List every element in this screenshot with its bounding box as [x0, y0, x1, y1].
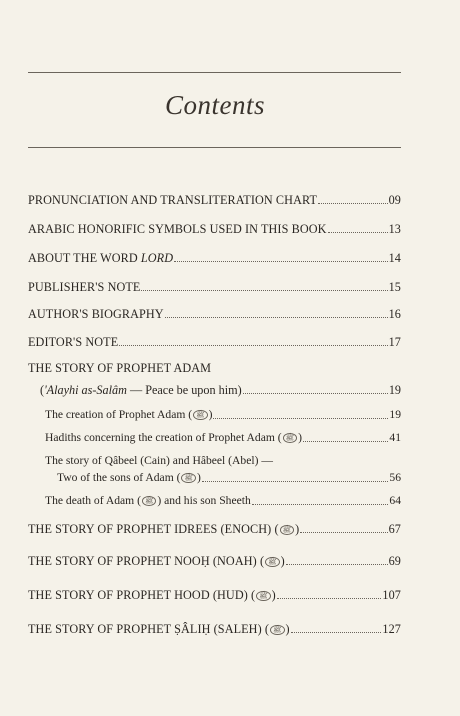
toc-entry [45, 408, 401, 422]
toc-entry [28, 522, 401, 536]
top-rule [28, 72, 401, 73]
toc-entry [28, 588, 401, 602]
toc-entry-label: THE STORY OF PROPHET HOOD (HUD) ( ﷺ ) [28, 588, 276, 602]
dot-leader [119, 345, 387, 346]
honorific-symbol-icon: ﷺ [193, 410, 207, 420]
dot-leader [300, 532, 387, 533]
toc-entry-label: The creation of Prophet Adam ( ﷺ ) [45, 408, 213, 421]
dot-leader [318, 203, 388, 204]
honorific-symbol-icon: ﷺ [265, 557, 279, 567]
dot-leader [286, 564, 388, 565]
honorific-symbol-icon: ﷺ [142, 496, 156, 506]
toc-entry [40, 383, 401, 397]
toc-page-number: 19 [389, 408, 401, 421]
toc-page-number: 64 [389, 494, 401, 507]
toc-page-number: 13 [388, 222, 401, 236]
toc-page-number: 17 [388, 335, 401, 349]
dot-leader [328, 232, 388, 233]
dot-leader [277, 598, 382, 599]
toc-page-number: 127 [382, 622, 401, 636]
toc-page-number: 67 [388, 522, 401, 536]
toc-page-number: 15 [388, 280, 401, 294]
toc-entry [28, 251, 401, 265]
dot-leader [252, 504, 389, 505]
dot-leader [202, 481, 389, 482]
dot-leader [165, 317, 388, 318]
toc-page-number: 14 [388, 251, 401, 265]
toc-entry-first-line: The story of Qâbeel (Cain) and Hâbeel (Abel) — [45, 454, 273, 467]
dot-leader [303, 441, 388, 442]
title-rule [28, 147, 401, 148]
dot-leader [213, 418, 388, 419]
honorific-symbol-icon: ﷺ [283, 433, 297, 443]
toc-entry [28, 554, 401, 568]
toc-entry [28, 307, 401, 321]
section-heading: THE STORY OF PROPHET ADAM [28, 361, 212, 375]
honorific-symbol-icon: ﷺ [280, 525, 294, 535]
honorific-symbol-icon: ﷺ [270, 625, 284, 635]
dot-leader [174, 261, 387, 262]
dot-leader [291, 632, 382, 633]
toc-entry-label: EDITOR'S NOTE [28, 335, 119, 349]
toc-entry-label: ARABIC HONORIFIC SYMBOLS USED IN THIS BOOK [28, 222, 327, 236]
toc-page-number: 107 [382, 588, 401, 602]
honorific-symbol-icon: ﷺ [256, 591, 270, 601]
toc-entry-label: PRONUNCIATION AND TRANSLITERATION CHART [28, 193, 318, 207]
toc-entry-label: AUTHOR'S BIOGRAPHY [28, 307, 164, 321]
toc-entry [28, 222, 401, 236]
toc-entry [28, 193, 401, 207]
toc-entry-label: PUBLISHER'S NOTE [28, 280, 141, 294]
toc-page-number: 69 [388, 554, 401, 568]
toc-entry-label: ABOUT THE WORD LORD [28, 251, 174, 265]
toc-entry [28, 622, 401, 636]
toc-page-number: 41 [389, 431, 401, 444]
toc-page-number: 56 [389, 471, 401, 484]
toc-entry-label: Hadiths concerning the creation of Prophet Adam ( ﷺ ) [45, 431, 302, 444]
toc-entry [45, 431, 401, 445]
toc-entry [28, 335, 401, 349]
toc-page-number: 19 [388, 383, 401, 397]
toc-page-number: 16 [388, 307, 401, 321]
toc-entry-label: The death of Adam ( ﷺ ) and his son Sheeth [45, 494, 251, 507]
toc-entry-label: THE STORY OF PROPHET NOOḤ (NOAH) ( ﷺ ) [28, 554, 285, 568]
toc-entry-label: THE STORY OF PROPHET IDREES (ENOCH) ( ﷺ ) [28, 522, 300, 536]
page-title: Contents [164, 90, 265, 120]
toc-entry [28, 280, 401, 294]
toc-entry [57, 471, 401, 485]
toc-entry-label: Two of the sons of Adam ( ﷺ ) [57, 471, 201, 484]
dot-leader [243, 393, 388, 394]
honorific-symbol-icon: ﷺ [181, 473, 195, 483]
toc-entry [45, 494, 401, 508]
toc-page-number: 09 [388, 193, 401, 207]
toc-entry-label: ('Alayhi as-Salâm — Peace be upon him) [40, 383, 242, 397]
dot-leader [141, 290, 387, 291]
toc-entry-label: THE STORY OF PROPHET ṢÂLIḤ (SALEH) ( ﷺ ) [28, 622, 290, 636]
